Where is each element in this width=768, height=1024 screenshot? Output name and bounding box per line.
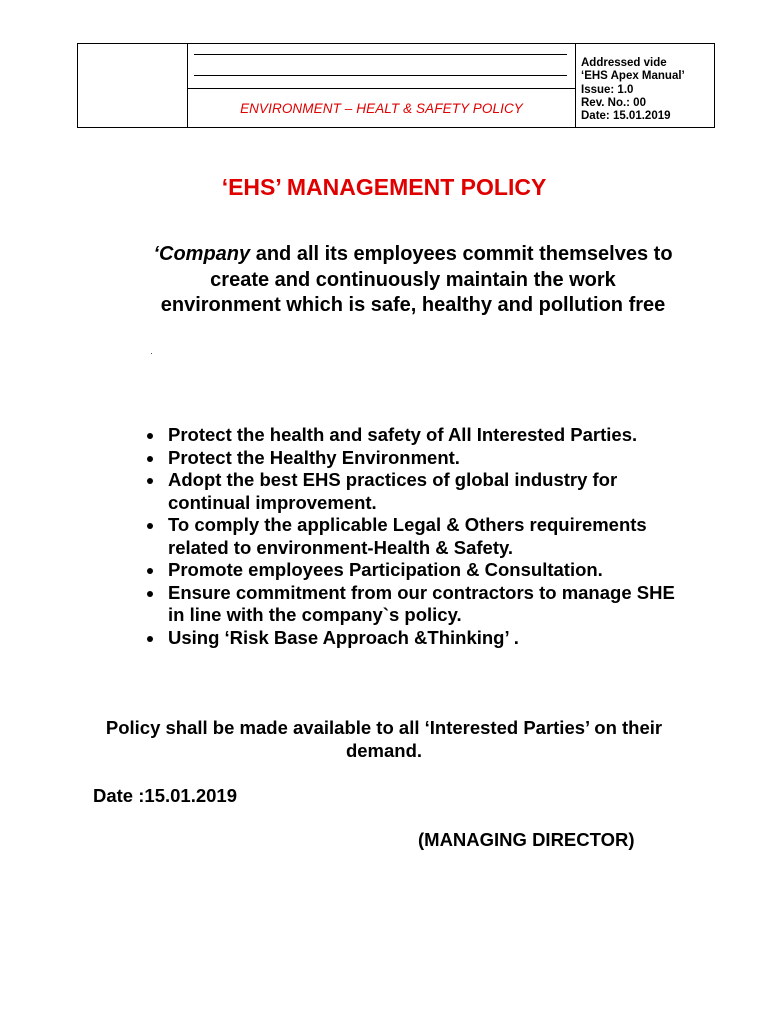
availability-statement: Policy shall be made available to all ‘Interested Parties’ on their demand. — [105, 717, 663, 761]
document-control-info — [576, 44, 714, 127]
list-item: Protect the Healthy Environment. — [147, 447, 687, 470]
company-placeholder: ‘Company — [153, 243, 251, 265]
document-date: Date: 15.01.2019 — [581, 110, 671, 123]
issue-number: Issue: 1.0 — [581, 83, 634, 96]
header-title: ENVIRONMENT – HEALT & SAFETY POLICY — [240, 100, 523, 116]
addressed-vide: Addressed vide — [581, 57, 667, 69]
commitment-statement — [150, 242, 676, 319]
blank-line-2 — [194, 75, 567, 76]
stray-dot — [151, 353, 152, 354]
list-item: Promote employees Participation & Consultation. — [147, 559, 687, 582]
logo-cell — [78, 44, 188, 127]
document-header-table — [77, 43, 715, 128]
list-item: Using ‘Risk Base Approach &Thinking’ . — [147, 627, 687, 650]
list-item: Protect the health and safety of All Interested Parties. — [147, 424, 687, 447]
list-item: Ensure commitment from our contractors to manage SHE in line with the company`s policy. — [147, 582, 687, 627]
policy-date: Date :15.01.2019 — [93, 785, 237, 806]
revision-number: Rev. No.: 00 — [581, 96, 646, 109]
header-title-row — [188, 88, 575, 127]
header-title-cell — [188, 44, 576, 127]
signatory: (MANAGING DIRECTOR) — [418, 829, 635, 850]
list-item: Adopt the best EHS practices of global industry for continual improvement. — [147, 469, 687, 514]
apex-manual: ‘EHS Apex Manual’ — [581, 70, 685, 83]
page-title: ‘EHS’ MANAGEMENT POLICY — [221, 174, 547, 200]
policy-list — [147, 424, 687, 649]
commitment-text: and all its employees commit themselves to create and continuously maintain the work environment which is safe, healthy and pollution free — [160, 243, 673, 316]
blank-line-1 — [194, 54, 567, 55]
list-item: To comply the applicable Legal & Others requirements related to environment-Health & Safety. — [147, 514, 687, 559]
